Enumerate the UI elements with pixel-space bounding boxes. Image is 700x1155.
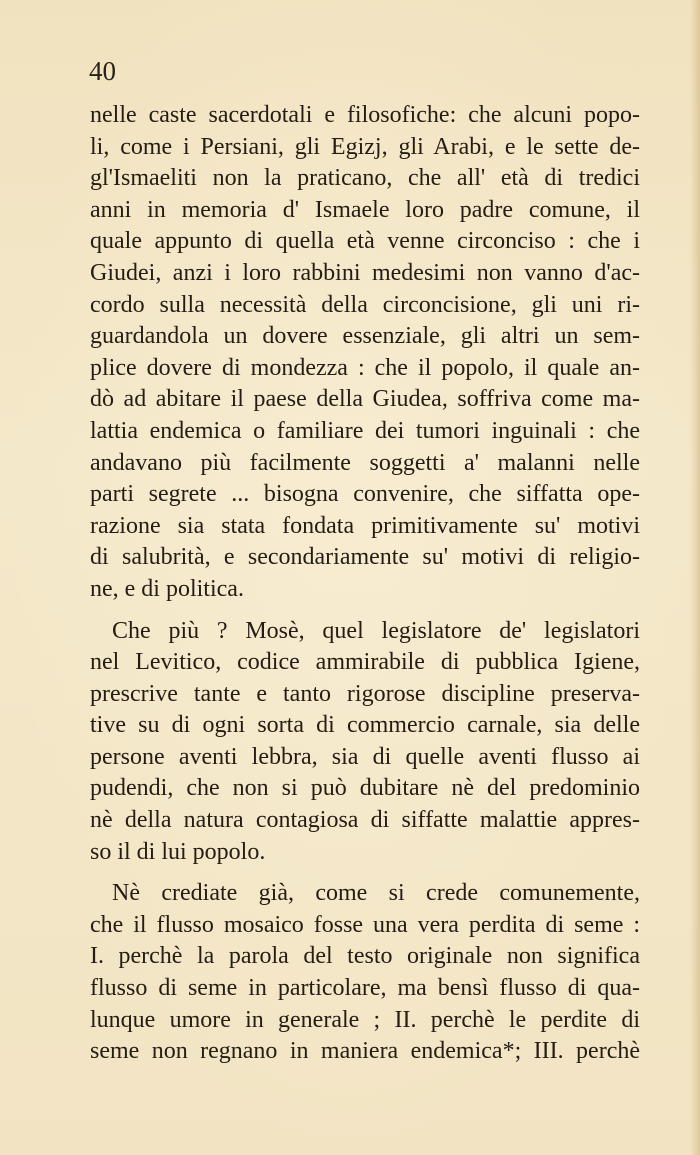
text-line: prescrive tante e tanto rigorose discipline preserva-	[90, 680, 640, 707]
text-line: li, come i Persiani, gli Egizj, gli Arabi, e le sette de-	[90, 133, 640, 160]
text-line: Che più ? Mosè, quel legislatore de' legislatori	[112, 617, 640, 644]
text-line: so il di lui popolo.	[90, 838, 266, 865]
text-line: plice dovere di mondezza : che il popolo, il quale an-	[90, 354, 640, 381]
text-line: tive su di ogni sorta di commercio carnale, sia delle	[90, 712, 640, 739]
text-line: andavano più facilmente soggetti a' malanni nelle	[90, 449, 640, 476]
text-line: I. perchè la parola del testo originale non significa	[90, 943, 640, 970]
paragraph-3	[90, 878, 640, 1068]
text-line: parti segrete ... bisogna convenire, che siffatta ope-	[90, 481, 640, 508]
page-number: 40	[89, 56, 116, 86]
text-line: guardandola un dovere essenziale, gli altri un sem-	[90, 323, 640, 350]
text-line: gl'Ismaeliti non la praticano, che all' età di tredici	[90, 165, 640, 192]
text-line: ne, e di politica.	[90, 575, 244, 602]
text-line: dò ad abitare il paese della Giudea, soffriva come ma-	[90, 386, 640, 413]
text-line: lattia endemica o familiare dei tumori inguinali : che	[90, 417, 640, 444]
text-line: Giudei, anzi i loro rabbini medesimi non vanno d'ac-	[90, 259, 640, 286]
text-line: di salubrità, e secondariamente su' motivi di religio-	[90, 544, 640, 571]
text-line: nelle caste sacerdotali e filosofiche: che alcuni popo-	[90, 102, 640, 128]
text-line: nè della natura contagiosa di siffatte malattie appres-	[90, 807, 640, 834]
text-line: seme non regnano in maniera endemica*; III. perchè	[90, 1038, 640, 1065]
text-line: cordo sulla necessità della circoncisione, gli uni ri-	[90, 291, 640, 318]
text-line: che il flusso mosaico fosse una vera perdita di seme :	[90, 911, 640, 938]
text-line: persone aventi lebbra, sia di quelle aventi flusso ai	[90, 743, 640, 770]
text-line: flusso di seme in particolare, ma bensì flusso di qua-	[90, 975, 640, 1002]
text-line: nel Levitico, codice ammirabile di pubblica Igiene,	[90, 649, 640, 676]
paragraph-1	[90, 100, 640, 606]
body-text	[90, 100, 640, 1068]
text-line: razione sia stata fondata primitivamente su' motivi	[90, 512, 640, 539]
page-edge-shadow	[690, 0, 700, 1155]
paragraph-2	[90, 616, 640, 869]
text-line: quale appunto di quella età venne circonciso : che i	[90, 228, 640, 255]
text-line: Nè crediate già, come si crede comunemente,	[112, 880, 640, 907]
text-line: pudendi, che non si può dubitare nè del predominio	[90, 775, 640, 802]
text-line: lunque umore in generale ; II. perchè le perdite di	[90, 1006, 640, 1033]
text-line: anni in memoria d' Ismaele loro padre comune, il	[90, 196, 640, 223]
